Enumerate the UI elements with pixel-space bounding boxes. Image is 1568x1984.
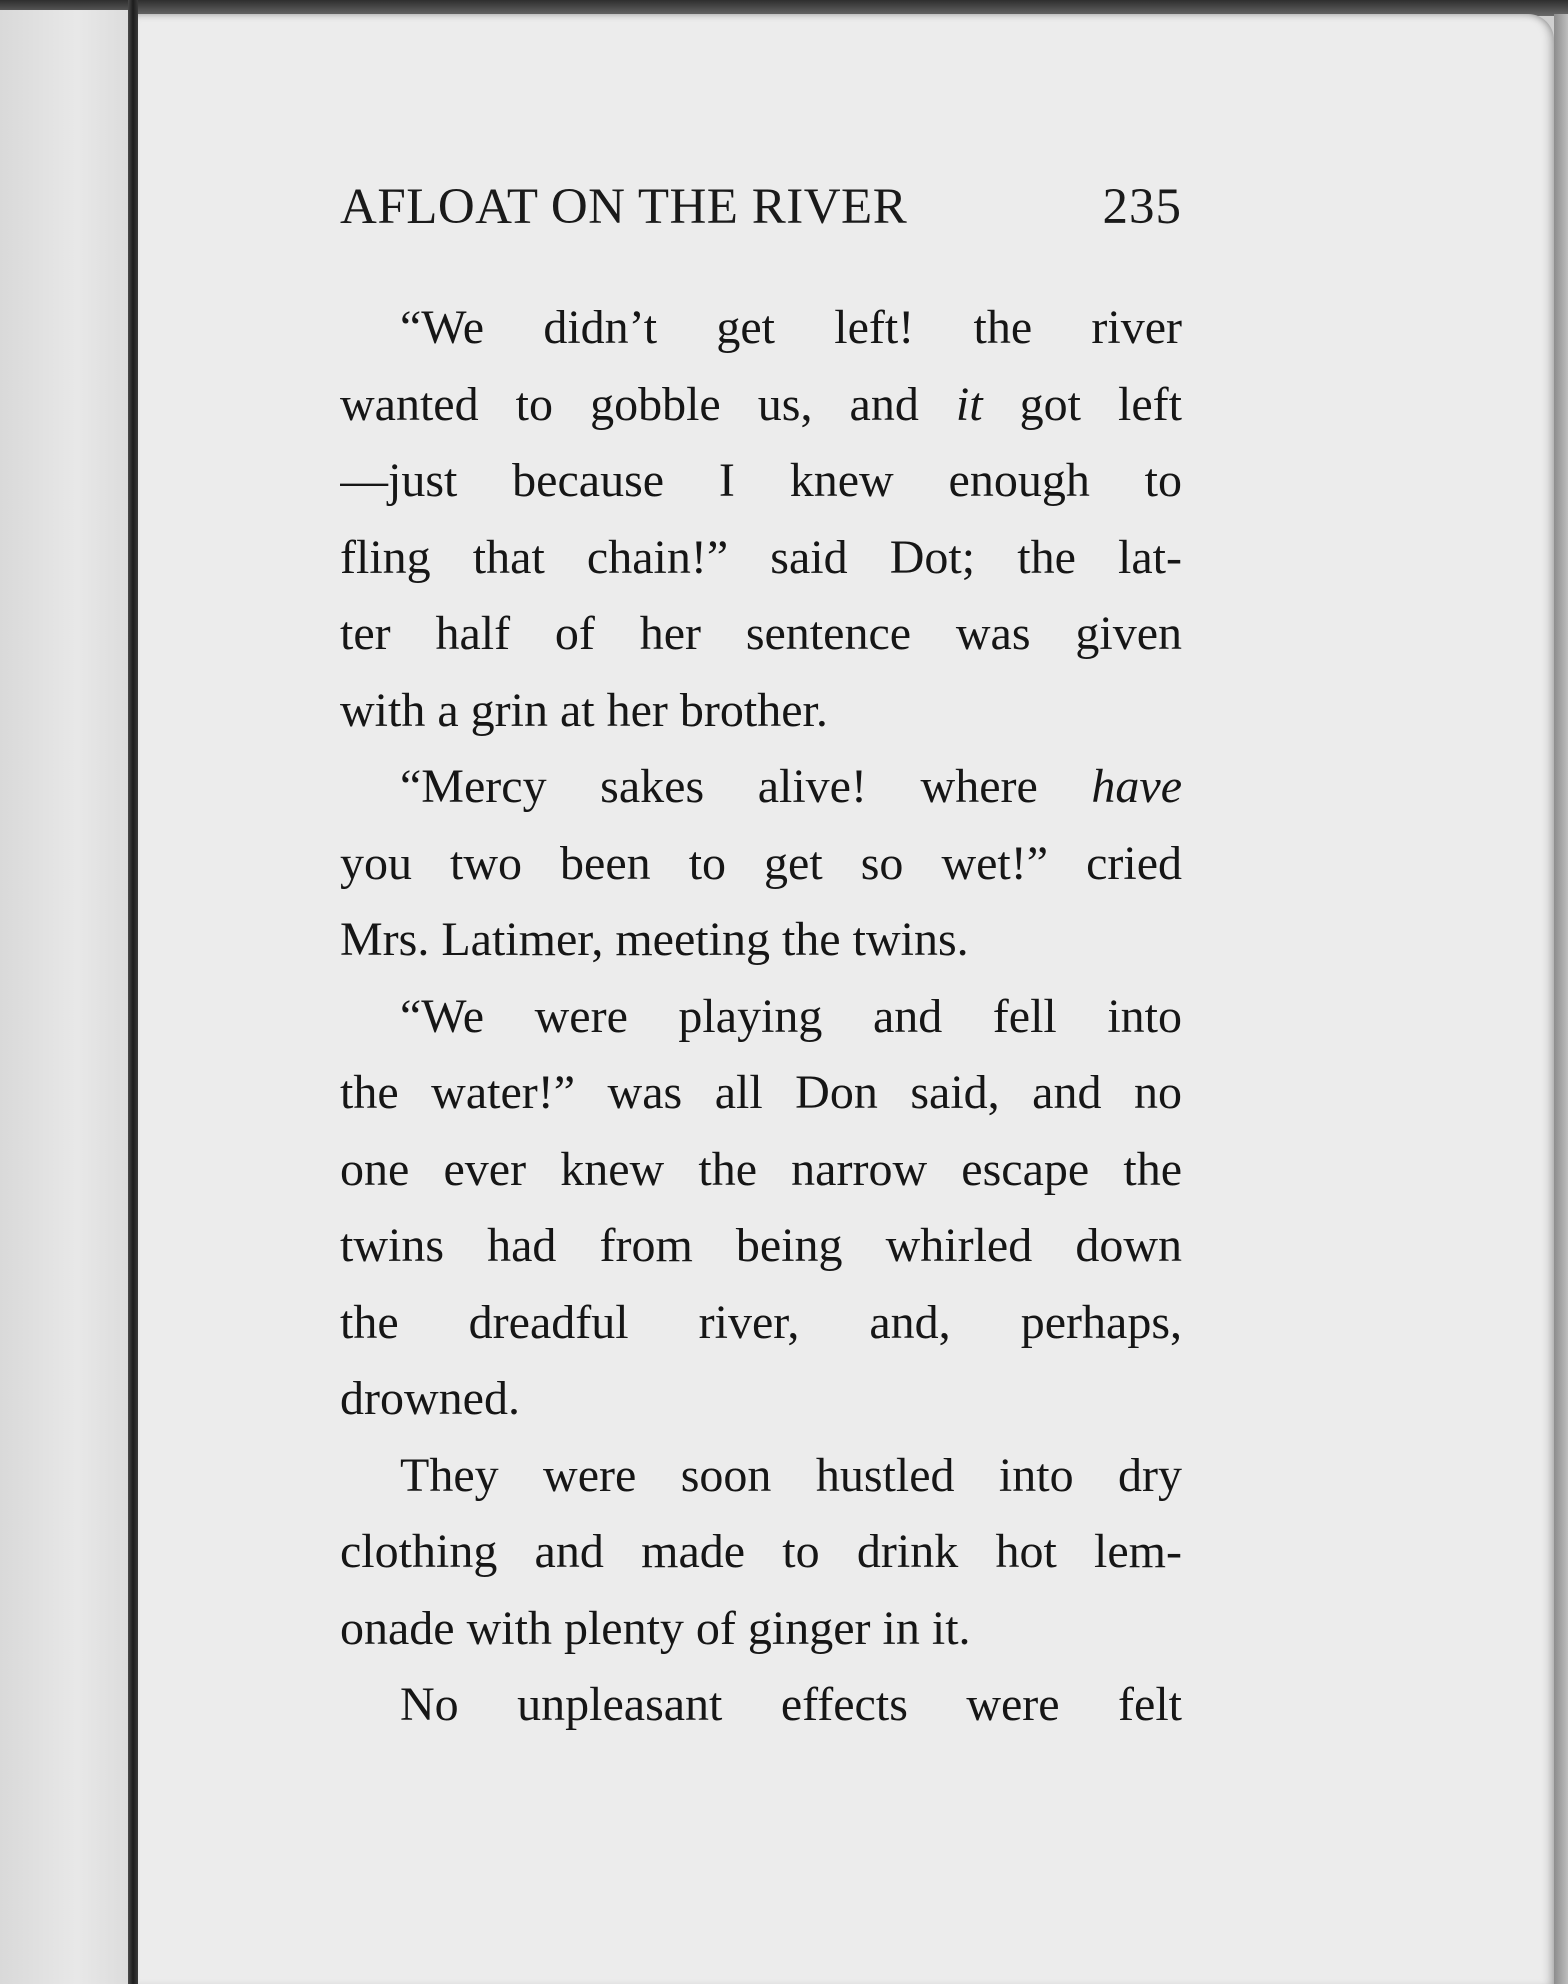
text-line: with a grin at her brother. bbox=[340, 683, 828, 737]
text-line: No unpleasant effects were felt bbox=[400, 1678, 1182, 1731]
text-line: drowned. bbox=[340, 1372, 520, 1425]
text-line: They were soon hustled into dry bbox=[400, 1448, 1182, 1502]
book-gutter bbox=[128, 0, 138, 1984]
text-line: twins had from being whirled down bbox=[340, 1219, 1182, 1272]
text-line: “We were playing and fell into bbox=[400, 989, 1182, 1043]
text-line: —just because I knew enough to bbox=[340, 454, 1182, 507]
text-line: clothing and made to drink hot lem- bbox=[340, 1525, 1182, 1578]
text-line: one ever knew the narrow escape the bbox=[340, 1142, 1182, 1196]
italic-emphasis: it bbox=[955, 377, 983, 431]
text-segment: got left bbox=[982, 377, 1182, 431]
text-line: the dreadful river, and, perhaps, bbox=[340, 1295, 1182, 1349]
text-line: ter half of her sentence was given bbox=[340, 607, 1182, 660]
text-line: onade with plenty of ginger in it. bbox=[340, 1601, 971, 1655]
italic-emphasis: have bbox=[1091, 760, 1182, 813]
text-line: “We didn’t get left! the river bbox=[400, 301, 1182, 354]
running-head-title: AFLOAT ON THE RIVER bbox=[340, 179, 908, 235]
text-segment: “Mercy sakes alive! where bbox=[400, 760, 1092, 813]
text-line: fling that chain!” said Dot; the lat- bbox=[340, 530, 1182, 584]
page-number: 235 bbox=[1102, 179, 1182, 235]
text-line: the water!” was all Don said, and no bbox=[340, 1066, 1182, 1119]
text-segment: wanted to gobble us, and bbox=[340, 377, 956, 431]
page-right-edge bbox=[1554, 14, 1568, 1984]
facing-page-edge bbox=[0, 10, 128, 1984]
text-line: you two been to get so wet!” cried bbox=[340, 836, 1182, 890]
running-head bbox=[340, 178, 1182, 242]
text-line bbox=[340, 749, 1182, 826]
text-line: Mrs. Latimer, meeting the twins. bbox=[340, 913, 969, 966]
text-line bbox=[340, 367, 1182, 444]
body-text bbox=[340, 290, 1182, 1744]
